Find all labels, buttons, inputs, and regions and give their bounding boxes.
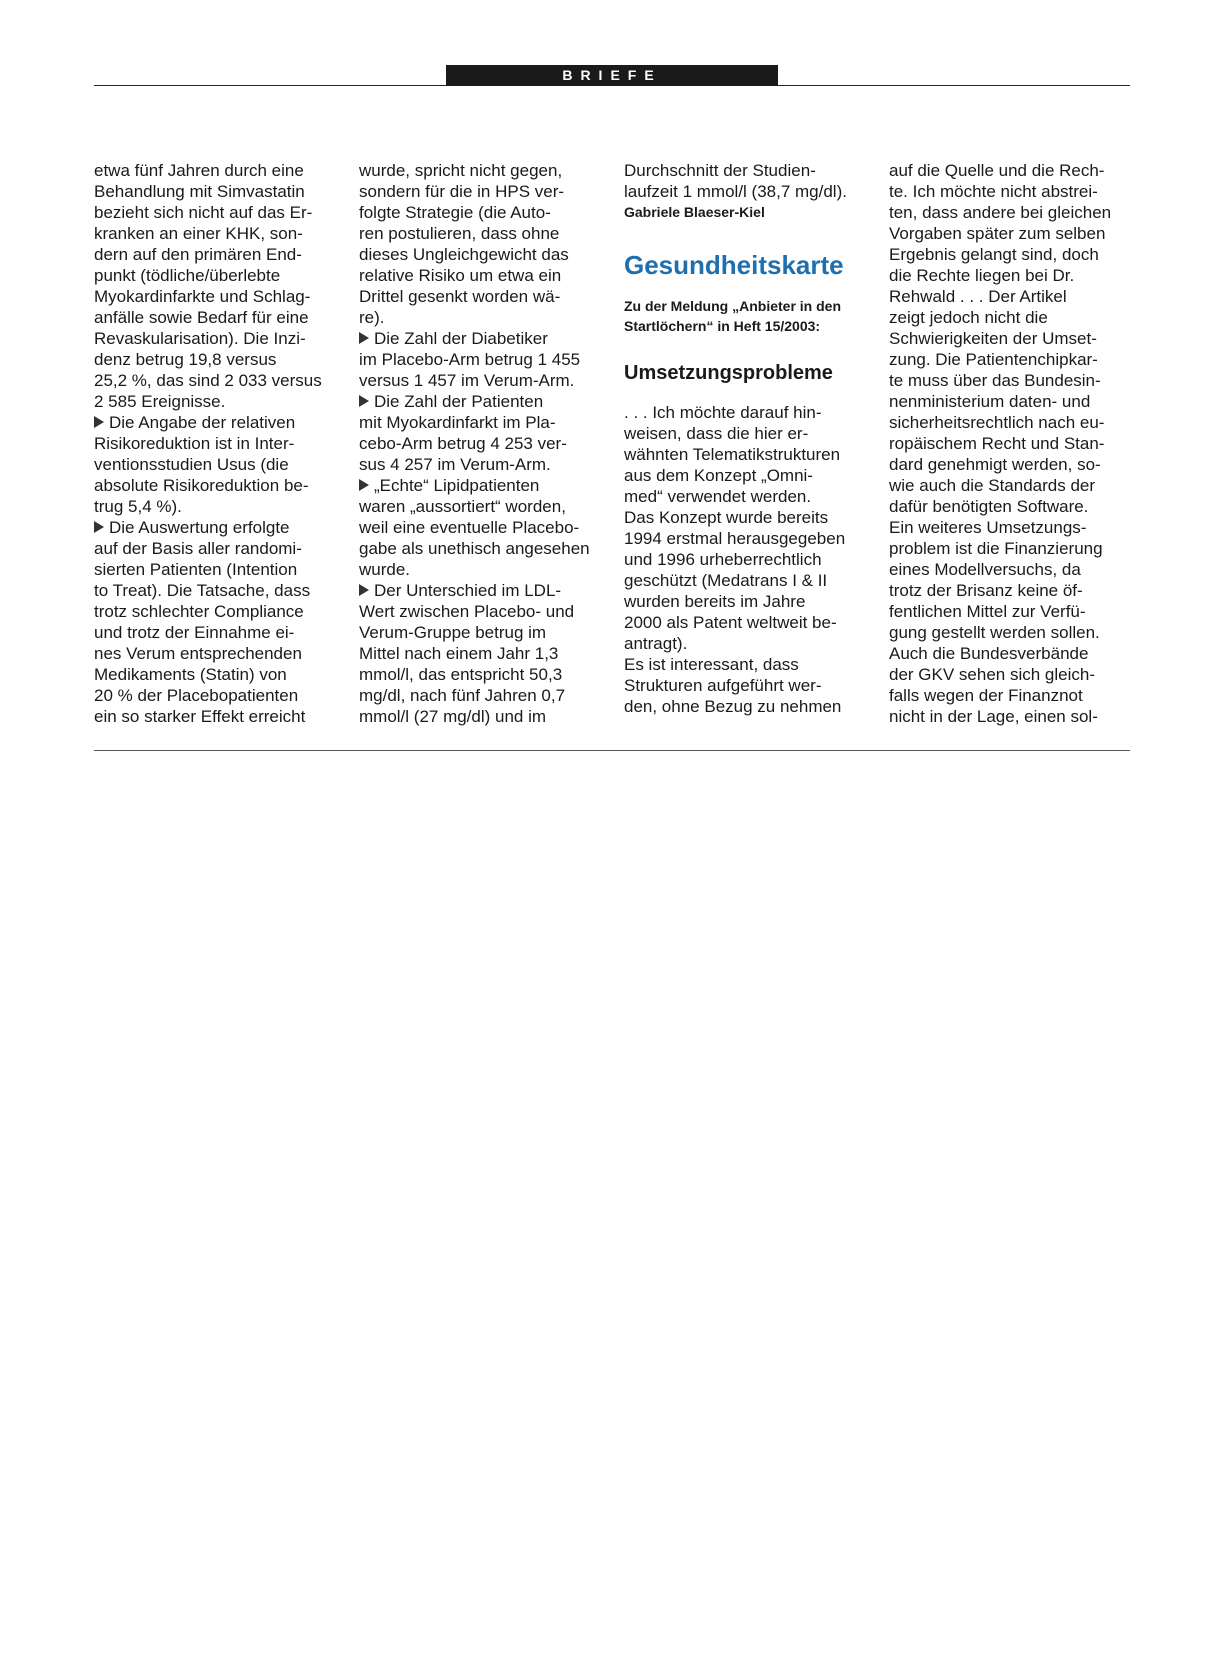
letter-subtitle: Umsetzungsprobleme [624, 362, 833, 384]
text-line: dafür benötigten Software. [889, 497, 1089, 516]
text-line: nicht in der Lage, einen sol- [889, 707, 1098, 726]
text-line: im Placebo-Arm betrug 1 455 [359, 350, 581, 369]
text-line: Ein weiteres Umsetzungs- [889, 518, 1087, 537]
text-line: Ergebnis gelangt sind, doch [889, 245, 1099, 264]
footer-rule [94, 750, 1130, 751]
text-line: Vorgaben später zum selben [889, 224, 1106, 243]
text-line: denz betrug 19,8 versus [94, 350, 277, 369]
text-line: punkt (tödliche/überlebte [94, 266, 281, 285]
text-line: med“ verwendet werden. [624, 487, 812, 506]
text-line: cebo-Arm betrug 4 253 ver- [359, 434, 567, 453]
text-column-1 [94, 160, 339, 727]
bullet-text: Der Unterschied im LDL- [374, 581, 562, 600]
text-line: mit Myokardinfarkt im Pla- [359, 413, 556, 432]
letter-author: Gabriele Blaeser-Kiel [624, 204, 765, 220]
text-line: dieses Ungleichgewicht das [359, 245, 569, 264]
text-line: Drittel gesenkt worden wä- [359, 287, 561, 306]
text-line: und 1996 urheberrechtlich [624, 550, 822, 569]
text-line: 1994 erstmal herausgegeben [624, 529, 846, 548]
text-line: weisen, dass die hier er- [624, 424, 809, 443]
text-column-2 [359, 160, 604, 727]
text-line: auf der Basis aller randomi- [94, 539, 302, 558]
text-line: weil eine eventuelle Placebo- [359, 518, 580, 537]
text-line: anfälle sowie Bedarf für eine [94, 308, 309, 327]
triangle-bullet-icon [359, 479, 369, 491]
text-line: trug 5,4 %). [94, 497, 182, 516]
text-line: gabe als unethisch angesehen [359, 539, 590, 558]
triangle-bullet-icon [359, 584, 369, 596]
text-line: auf die Quelle und die Rech- [889, 161, 1105, 180]
text-line: . . . Ich möchte darauf hin- [624, 403, 822, 422]
text-line: te. Ich möchte nicht abstrei- [889, 182, 1098, 201]
text-column-4 [889, 160, 1134, 727]
bullet-line [94, 412, 339, 433]
text-line: 2 585 Ereignisse. [94, 392, 226, 411]
text-line: zeigt jedoch nicht die [889, 308, 1048, 327]
bullet-line [94, 517, 339, 538]
text-line: mmol/l (27 mg/dl) und im [359, 707, 547, 726]
text-line: Verum-Gruppe betrug im [359, 623, 547, 642]
text-line: problem ist die Finanzierung [889, 539, 1103, 558]
text-line: Behandlung mit Simvastatin [94, 182, 305, 201]
text-line: wähnten Telematikstrukturen [624, 445, 841, 464]
text-line: falls wegen der Finanznot [889, 686, 1083, 705]
text-line: to Treat). Die Tatsache, dass [94, 581, 311, 600]
text-line: nenministerium daten- und [889, 392, 1091, 411]
text-line: nes Verum entsprechenden [94, 644, 302, 663]
text-line: sus 4 257 im Verum-Arm. [359, 455, 551, 474]
text-line: Medikaments (Statin) von [94, 665, 287, 684]
text-line: ropäischem Recht und Stan- [889, 434, 1105, 453]
text-column-3 [624, 160, 869, 717]
text-line: Risikoreduktion ist in Inter- [94, 434, 295, 453]
text-line: sierten Patienten (Intention [94, 560, 298, 579]
text-line: bezieht sich nicht auf das Er- [94, 203, 313, 222]
section-header: BRIEFE [446, 65, 778, 86]
text-line: versus 1 457 im Verum-Arm. [359, 371, 575, 390]
text-line: ein so starker Effekt erreicht [94, 707, 306, 726]
text-line: geschützt (Medatrans I & II [624, 571, 828, 590]
text-line: mg/dl, nach fünf Jahren 0,7 [359, 686, 566, 705]
text-line: Mittel nach einem Jahr 1,3 [359, 644, 559, 663]
text-line: fentlichen Mittel zur Verfü- [889, 602, 1086, 621]
text-line: folgte Strategie (die Auto- [359, 203, 551, 222]
text-line: kranken an einer KHK, son- [94, 224, 303, 243]
text-line: die Rechte liegen bei Dr. [889, 266, 1075, 285]
bullet-text: Die Angabe der relativen [109, 413, 296, 432]
text-line: ventionsstudien Usus (die [94, 455, 289, 474]
text-line: re). [359, 308, 385, 327]
text-line: relative Risiko um etwa ein [359, 266, 562, 285]
triangle-bullet-icon [94, 521, 104, 533]
text-line: waren „aussortiert“ worden, [359, 497, 566, 516]
section-title: Gesundheitskarte [624, 250, 844, 280]
bullet-line [359, 580, 604, 601]
triangle-bullet-icon [359, 332, 369, 344]
text-line: gung gestellt werden sollen. [889, 623, 1100, 642]
text-line: Schwierigkeiten der Umset- [889, 329, 1097, 348]
text-line: Wert zwischen Placebo- und [359, 602, 575, 621]
text-line: sicherheitsrechtlich nach eu- [889, 413, 1105, 432]
triangle-bullet-icon [359, 395, 369, 407]
text-line: trotz der Brisanz keine öf- [889, 581, 1083, 600]
text-line: ten, dass andere bei gleichen [889, 203, 1112, 222]
text-line: Auch die Bundesverbände [889, 644, 1089, 663]
text-line: zung. Die Patientenchipkar- [889, 350, 1098, 369]
bullet-text: Die Zahl der Diabetiker [374, 329, 548, 348]
text-line: 25,2 %, das sind 2 033 versus [94, 371, 322, 390]
text-line: Revaskularisation). Die Inzi- [94, 329, 306, 348]
text-line: wurde. [359, 560, 411, 579]
text-line: wie auch die Standards der [889, 476, 1096, 495]
triangle-bullet-icon [94, 416, 104, 428]
text-line: aus dem Konzept „Omni- [624, 466, 813, 485]
text-line: te muss über das Bundesin- [889, 371, 1101, 390]
bullet-line [359, 475, 604, 496]
text-line: ren postulieren, dass ohne [359, 224, 560, 243]
text-line: Myokardinfarkte und Schlag- [94, 287, 311, 306]
text-line: Es ist interessant, dass [624, 655, 799, 674]
text-line: der GKV sehen sich gleich- [889, 665, 1095, 684]
text-line: etwa fünf Jahren durch eine [94, 161, 304, 180]
text-line: antragt). [624, 634, 688, 653]
text-line: 20 % der Placebopatienten [94, 686, 299, 705]
text-line: den, ohne Bezug zu nehmen [624, 697, 842, 716]
text-line: absolute Risikoreduktion be- [94, 476, 309, 495]
text-line: Strukturen aufgeführt wer- [624, 676, 822, 695]
bullet-text: Die Auswertung erfolgte [109, 518, 290, 537]
text-line: sondern für die in HPS ver- [359, 182, 565, 201]
text-line: Das Konzept wurde bereits [624, 508, 829, 527]
text-line: Rehwald . . . Der Artikel [889, 287, 1067, 306]
text-line: trotz schlechter Compliance [94, 602, 304, 621]
text-line: wurden bereits im Jahre [624, 592, 806, 611]
bullet-line [359, 328, 604, 349]
text-line: eines Modellversuchs, da [889, 560, 1081, 579]
bullet-text: Die Zahl der Patienten [374, 392, 544, 411]
text-line: dern auf den primären End- [94, 245, 302, 264]
text-line: mmol/l, das entspricht 50,3 [359, 665, 563, 684]
text-line: 2000 als Patent weltweit be- [624, 613, 837, 632]
text-line: dard genehmigt werden, so- [889, 455, 1101, 474]
bullet-text: „Echte“ Lipidpatienten [374, 476, 540, 495]
text-line: und trotz der Einnahme ei- [94, 623, 295, 642]
article-reference: Zu der Meldung „Anbieter in den Startlöchern“ in Heft 15/2003: [624, 298, 841, 334]
text-line: Durchschnitt der Studien- [624, 161, 816, 180]
text-line: wurde, spricht nicht gegen, [359, 161, 563, 180]
text-line: laufzeit 1 mmol/l (38,7 mg/dl). [624, 182, 847, 201]
bullet-line [359, 391, 604, 412]
